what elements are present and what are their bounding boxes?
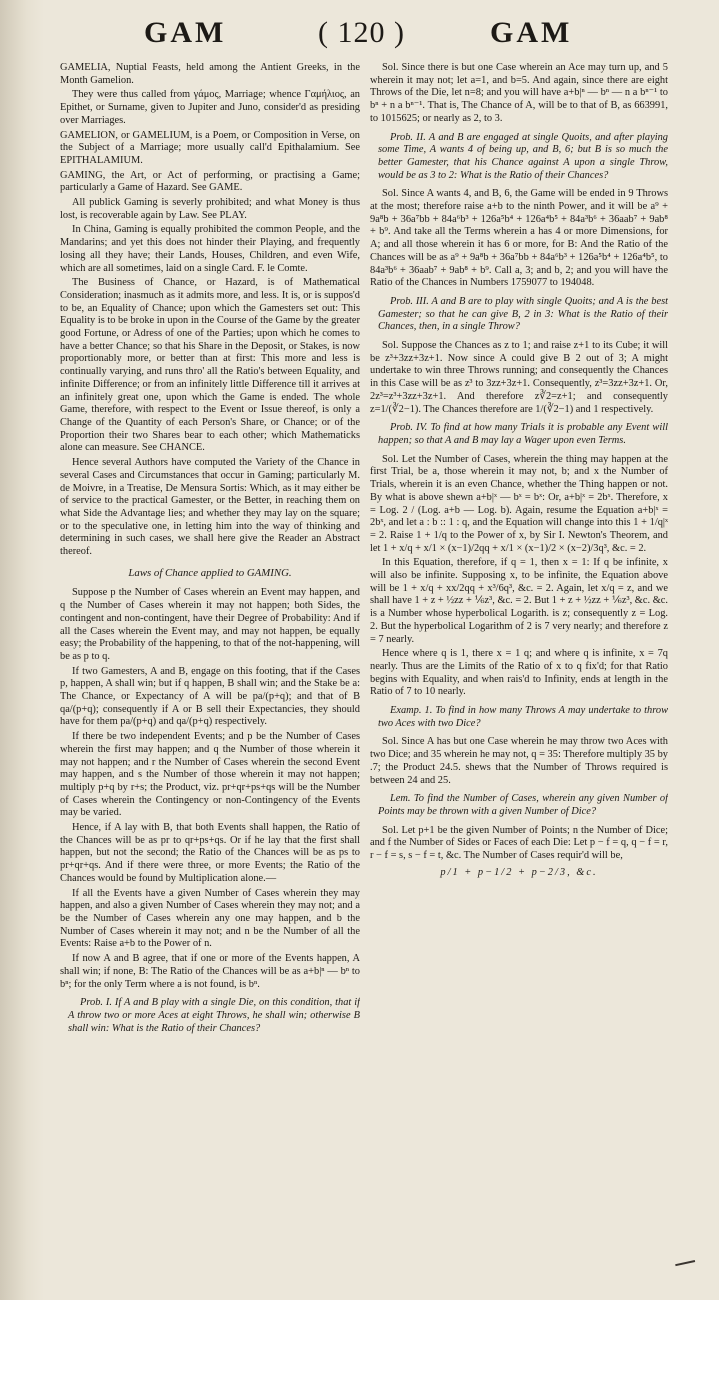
section-title: Laws of Chance applied to GAMING.: [128, 566, 292, 579]
page-header: [0, 16, 719, 64]
paragraph: Sol. Let p+1 be the given Number of Points; n the Number of Dice; and f the Number of Sides or Faces of each Die: Let p − f = q, q − f = r, r − f = s, s − f = t, &c. The Number of Cases requir'd will be,: [370, 824, 668, 862]
problem-statement: Prob. III. A and B are to play with single Quoits; and A is the best Gamester; so that he can give B, 2 in 3: What is the Ratio of their Chances, then, in a single Throw?: [378, 295, 668, 333]
paragraph: If there be two independent Events; and p be the Number of Cases wherein the first may happen; and q the Number of those wherein it may not happen; and r the Number of Cases wherein the second Event may happen, and s the Number of those wherein it may not happen; multiply p+q by r+s; the Product, viz. pr+qr+ps+qs will be the Number of Cases wherein the Contingency or non-Contingency of the Events may be varied.: [60, 731, 360, 819]
formula: p/1 + p−1/2 + p−2/3, &c.: [440, 866, 598, 878]
lemma-statement: Lem. To find the Number of Cases, wherein any given Number of Points may be thrown with a given Number of Dice?: [378, 793, 668, 817]
page-number: ( 120 ): [318, 16, 405, 49]
paragraph: Sol. Suppose the Chances as z to 1; and raise z+1 to its Cube; it will be z³+3zz+3z+1. Now since A could give B 2 out of 3; A might undertake to win three Throws running; and consequently the Chances in this Case will be as z³ to 3zz+3z+1. Consequently, z³=3zz+3z+1. Or, 2z³=z³+3zz+3z+1. And therefore z∛2=z+1; and consequently z=1/(∛2−1). The Chances therefore are 1/(∛2−1) and 1 respectively.: [370, 340, 668, 415]
problem-statement: Prob. II. A and B are engaged at single Quoits, and after playing some Time, A wants 4 of being up, and B, 6; but B is so much the better Gamester, that his Chance against A upon a single Throw, would be as 3 to 2: What is the Ratio of their Chances?: [378, 131, 668, 181]
paragraph: Sol. Since A wants 4, and B, 6, the Game will be ended in 9 Throws at the most; therefore raise a+b to the ninth Power, and it will be a⁹ + 9a⁸b + 36a⁷bb + 84a⁶b³ + 126a⁵b⁴ + 126a⁴b⁵ + 84a³b⁶ + 36aab⁷ + 9ab⁸ + b⁹. And take all the Terms wherein a has 4 or more Dimensions, for A; and all those wherein it has 6 or more, for B: And the Ratio of the Chances will be as a⁹ + 9a⁸b + 36a⁷bb + 84a⁶b³ + 126a⁵b⁴ + 126a⁴b⁵, to 84a³b⁶ + 36aab⁷ + 9ab⁸ + b⁹. Call a, 3; and b, 2; and you will have the Ratio of the Chances in Numbers 1759077 to 194048.: [370, 188, 668, 289]
paragraph: If now A and B agree, that if one or more of the Events happen, A shall win; if none, B: The Ratio of the Chances will be as a+b|ⁿ — bⁿ to bⁿ; for the only Term where a is not found, is bⁿ.: [60, 953, 360, 990]
paragraph: Hence where q is 1, there x = 1 q; and where q is infinite, x = 7q nearly. Thus are the Limits of the Ratio of x to q fix'd; for that Ratio begins with Equality, and when rais'd to Infinity, ends at length in the Ratio of 7 to 10 nearly.: [370, 648, 668, 698]
paragraph: Sol. Let the Number of Cases, wherein the thing may happen at the first Trial, be a, those wherein it may not, b; and x the Number of Trials, wherein it is an even Chance, whether the Thing happen or not. By what is above shewn a+b|ˣ — bˣ = bˣ: Or, a+b|ˣ = 2bˣ. Therefore, x = Log. 2 / (Log. a+b — Log. b). Again, resume the Equation a+b|ˣ = 2bˣ, and let a : b :: 1 : q, and the Equation will change into this 1 + 1/q|ˣ = 2. Raise 1 + 1/q to the Power of x, by Sir I. Newton's Theorem, and let 1 + x/q + x/1 × (x−1)/2qq + x/1 × (x−1)/2 × (x−2)/3q³, &c. = 2.: [370, 453, 668, 554]
paragraph: If two Gamesters, A and B, engage on this footing, that if the Cases p, happen, A shall win; but if q happen, B shall win; and the Stake be a: The Chance, or Expectancy of A will be pa/(p+q); and that of B qa/(p+q); consequently if A or B sell their Expectancies, they should have for them pa/(p+q) and qa/(p+q) respectively.: [60, 665, 360, 728]
paragraph: They were thus called from γάμος, Marriage; whence Γαμήλιος, an Epithet, or Surname, given to Jupiter and Juno, consider'd as presiding over Marriages.: [60, 89, 360, 126]
paragraph: Hence several Authors have computed the Variety of the Chance in several Cases and Circumstances that occur in Gaming; particularly M. de Moivre, in a Treatise, De Mensura Sortis: Which, as it may either be of service to the practical Gamester, or the Better, in reaching them on what Side the Advantage lies; and whether they may lay on the square; or to the speculative one, in letting him into the way of thinking and determining in such cases, we shall here give the Reader an Abstract thereof.: [60, 457, 360, 558]
paragraph: Sol. Since there is but one Case wherein an Ace may turn up, and 5 wherein it may not; let a=1, and b=5. And again, since there are eight Throws of the Die, let n=8; and you will have a+b|ⁿ — bⁿ — n a bⁿ⁻¹ to bⁿ + n a bⁿ⁻¹. That is, The Chance of A, will be to that of B, as 663991, to 1015625; or nearly as 2, to 3.: [370, 62, 668, 124]
paragraph: All publick Gaming is severly prohibited; and what Money is thus lost, is recoverable again by Law. See PLAY.: [60, 197, 360, 221]
paragraph: Sol. Since A has but one Case wherein he may throw two Aces with two Dice; and 35 wherein he may not, q = 35: Therefore multiply 35 by .7; the Product 24.5. shews that the Number of Throws required is between 24 and 25.: [370, 736, 668, 786]
problem-statement: Prob. I. If A and B play with a single Die, on this condition, that if A throw two or more Aces at eight Throws, he shall win; otherwise B shall win: What is the Ratio of their Chances?: [68, 997, 360, 1034]
header-right-word: GAM: [490, 16, 573, 49]
paragraph: The Business of Chance, or Hazard, is of Mathematical Consideration; inasmuch as it admits more, and less. It is, or is suppos'd to be, an Equality of Chance; upon which the Gamesters set out: This Equality is to be broke in upon in the Course of the Game by the greater good Fortune, or Adress of one of the Parties; upon which he comes to have a better Chance; so that his Share in the Deposit, or Stakes, is now proportionably more, or better than at first: This more and less is continually varying, and runs thro' all the Ratio's between Equality, and infinite Difference; or from an infinitely little Difference till it arrives at an infinitely great one, upon which the Game is ended. The whole Game, therefore, with respect to the Event or Issue thereof, is only a Change of the Quantity of each Person's Share, or Chance; or of the Proportion their two Shares bear to each other; which Mathematicks alone can measure. See CHANCE.: [60, 277, 360, 454]
page-gutter-shadow: [0, 0, 44, 1300]
problem-statement: Prob. IV. To find at how many Trials it is probable any Event will happen; so that A and B may lay a Wager upon even Terms.: [378, 422, 668, 446]
paragraph: Suppose p the Number of Cases wherein an Event may happen, and q the Number of Cases wherein it may not happen; both Sides, the contingent and non-contingent, have their Degree of Probability: And if all the Cases wherein the Event may, and may not happen, be equally easy; the Probability of the happening, to that of the not-happening, will be as p to q.: [60, 587, 360, 662]
paragraph: In this Equation, therefore, if q = 1, then x = 1: If q be infinite, x will also be infinite. Supposing x, to be infinite, the Equation above will be 1 + x/q + xx/2qq + x³/6q³, &c. = 2. Again, let x/q = z, and we shall have 1 + z + ½zz + ⅙z³, &c. = 2. But 1 + z + ½zz + ⅙z³, &c. &c. is a Number whose hyperbolical Logarith. is z; consequently z = Log. 2. But the hyperbolical Logarithm of 2 is 7 very nearly; and therefore z = 7 nearly.: [370, 557, 668, 645]
left-column: [60, 62, 360, 1294]
paragraph: GAMING, the Art, or Act of performing, or practising a Game; particularly a Game of Hazard. See GAME.: [60, 169, 360, 194]
right-column: [370, 62, 668, 1294]
example-statement: Examp. 1. To find in how many Throws A may undertake to throw two Aces with two Dice?: [378, 705, 668, 729]
paragraph: Hence, if A lay with B, that both Events shall happen, the Ratio of the Chances will be as pr to qr+ps+qs. Or if he lay that the first shall happen, but not the second; the Ratio of the Chances will be as ps to pr+qr+qs. And if there were three, or more Events; the Ratio of the Chances would be found by Multiplication alone.—: [60, 822, 360, 884]
paragraph: If all the Events have a given Number of Cases wherein they may happen, and also a given Number of Cases wherein they may not; and a be the Number of Cases wherein any one may happen, and b the Number of Cases wherein it may not; and n be the Number of all the Events: Raise a+b to the Power of n.: [60, 887, 360, 950]
paragraph: In China, Gaming is equally prohibited the common People, and the Mandarins; and yet this does not hinder their Playing, and frequently losing all they have; their Lands, Houses, Children, and even Wife, which are all sometimes, laid on a single Card. F. le Comte.: [60, 224, 360, 274]
catchword-mark: [675, 1260, 697, 1274]
paragraph: GAMELION, or GAMELIUM, is a Poem, or Composition in Verse, on the Subject of a Marriage; more usually call'd Epithalamium. See EPITHALAMIUM.: [60, 129, 360, 166]
header-left-word: GAM: [144, 16, 227, 49]
paragraph: GAMELIA, Nuptial Feasts, held among the Antient Greeks, in the Month Gamelion.: [60, 62, 360, 86]
